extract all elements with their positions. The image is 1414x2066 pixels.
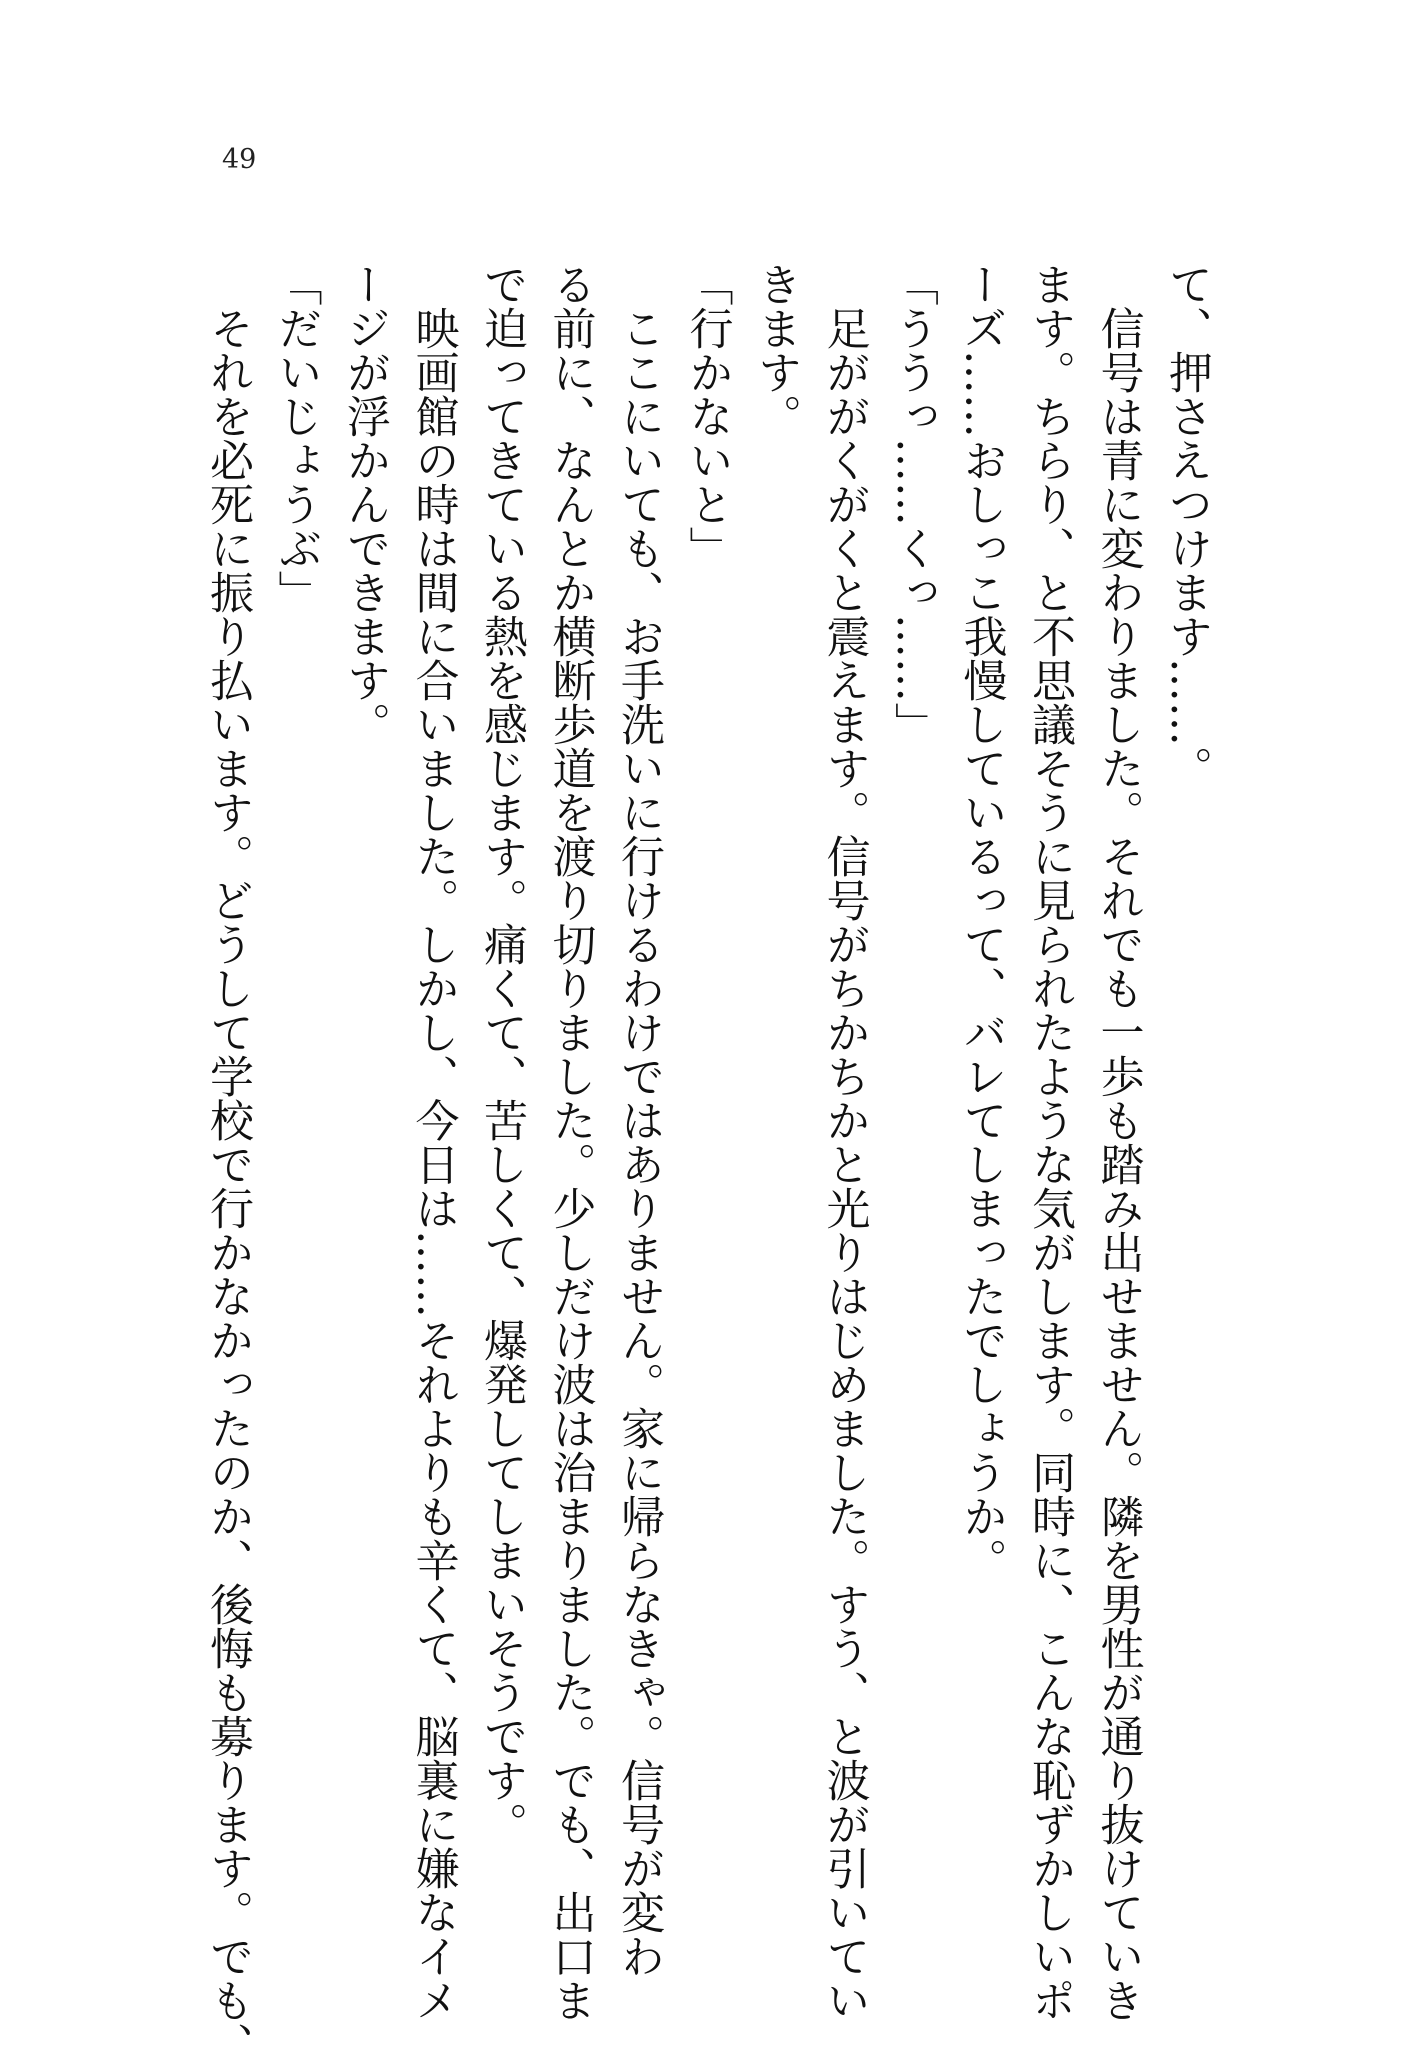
text-line: て、押さえつけます……。 [1161,262,1212,790]
text-line: 「ううっ……くっ……」 [887,262,938,746]
text-line: る前に、なんとか横断歩道を渡り切りました。少しだけ波は治まりました。でも、出口ま [544,262,596,2022]
text-line: きます。 [750,262,801,438]
text-line: で迫ってきている熱を感じます。痛くて、苦しくて、爆発してしまいそうです。 [476,262,527,1846]
text-line: ます。ちらり、と不思議そうに見られたような気がします。同時に、こんな恥ずかしいポ [1024,262,1075,2022]
text-line: ここにいても、お手洗いに行けるわけではありません。家に帰らなきゃ。信号が変わ [613,262,664,1978]
text-line: 映画館の時は間に合いました。しかし、今日は……それよりも辛くて、脳裏に嫌なイメ [407,262,459,2022]
text-line: ージが浮かんできます。 [339,262,390,746]
text-line: それを必死に振り払います。どうして学校で行かなかったのか、後悔も募ります。でも、 [202,262,253,2066]
vertical-text-body [202,262,1220,2066]
page-number: 49 [222,144,257,175]
text-line: 「行かないと」 [681,262,733,570]
text-line: 「だいじょうぶ」 [270,262,322,614]
text-line: ーズ……おしっこ我慢しているって、バレてしまったでしょうか。 [955,262,1007,1582]
text-line: 足ががくがくと震えます。信号がちかちかと光りはじめました。すう、と波が引いてい [818,262,870,2022]
text-line: 信号は青に変わりました。それでも一歩も踏み出せません。隣を男性が通り抜けていき [1092,262,1144,2022]
